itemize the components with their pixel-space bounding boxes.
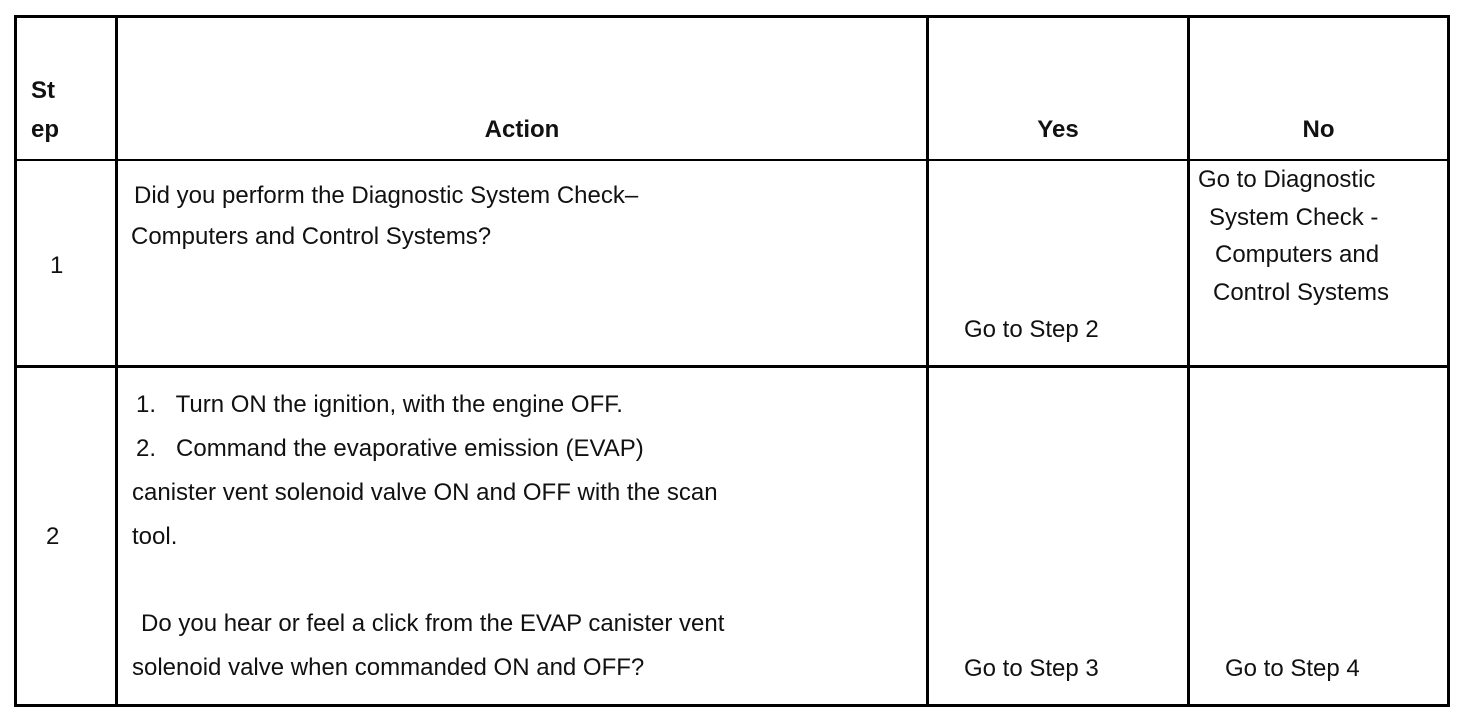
action-line: canister vent solenoid valve ON and OFF with the scan	[132, 479, 718, 506]
diagnostic-table	[14, 15, 1450, 707]
no-result	[1198, 161, 1389, 311]
action-text	[131, 177, 638, 255]
no-result-line: Go to Diagnostic	[1198, 166, 1376, 193]
action-question-line: solenoid valve when commanded ON and OFF?	[132, 654, 645, 681]
action-line: 2. Command the evaporative emission (EVAP)	[136, 435, 644, 462]
yes-result: Go to Step 3	[964, 655, 1099, 682]
header-step-line-1: St	[31, 77, 55, 104]
table-border-top	[14, 15, 1450, 18]
row-divider	[14, 365, 1450, 368]
no-result-line: Computers and	[1215, 241, 1380, 268]
action-line: Computers and Control Systems?	[131, 222, 492, 250]
action-line: Did you perform the Diagnostic System Check–	[134, 182, 639, 209]
table-border-bottom	[14, 704, 1450, 707]
header-step-line-2: ep	[31, 116, 60, 143]
step-number: 1	[50, 252, 64, 279]
no-result-line: System Check -	[1209, 203, 1379, 231]
yes-result: Go to Step 2	[964, 316, 1099, 343]
header-yes: Yes	[1037, 116, 1079, 143]
no-result-line: Control Systems	[1213, 278, 1390, 306]
action-question	[132, 602, 724, 690]
action-text	[132, 383, 718, 559]
action-line: 1. Turn ON the ignition, with the engine OFF.	[136, 391, 623, 418]
step-number: 2	[46, 523, 60, 550]
table-border-right	[1447, 15, 1450, 707]
header-action: Action	[484, 116, 560, 143]
action-line: tool.	[132, 523, 178, 550]
action-question-line: Do you hear or feel a click from the EVAP canister vent	[141, 610, 725, 637]
table-border-left	[14, 15, 17, 707]
no-result: Go to Step 4	[1225, 655, 1360, 682]
header-no: No	[1302, 116, 1335, 143]
